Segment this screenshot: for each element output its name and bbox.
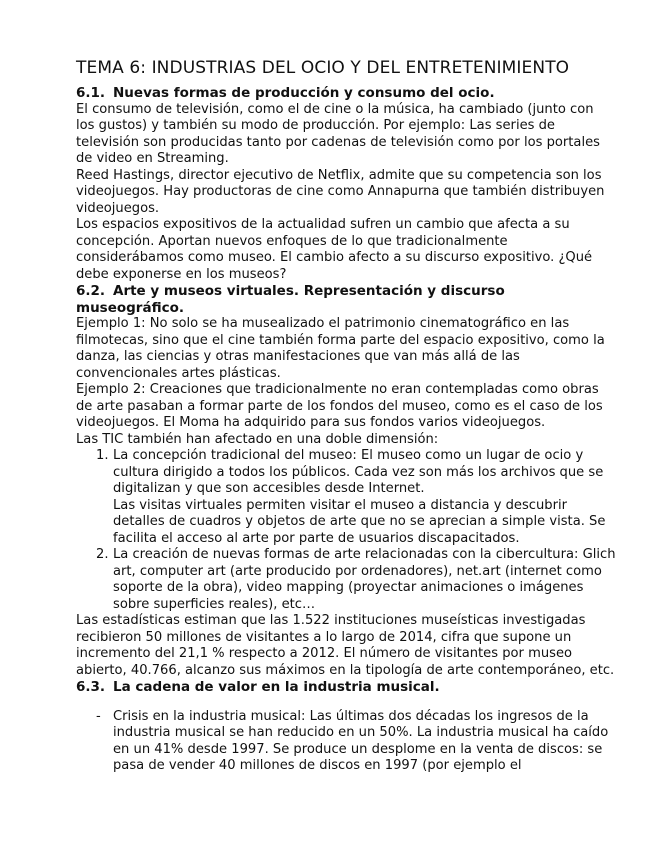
paragraph: Las estadísticas estiman que las 1.522 instituciones museísticas investigadas recibieron 50 millones de visitantes a lo largo de 2014, cifra que supone un incremento del 21,1 % respecto a 2012. El número de visitantes por museo abierto, 40.766, alcanzo sus máximos en la tipología de arte contemporáneo, etc. — [76, 613, 615, 678]
section-number: 6.2. — [76, 283, 106, 299]
paragraph: El consumo de televisión, como el de cine o la música, ha cambiado (junto con los gustos) y también su modo de producción. Por ejemplo: Las series de televisión son producidas tanto por cadenas de televisión como por los portales de video en Streaming. — [76, 101, 600, 166]
section-heading-6-3 — [76, 679, 616, 696]
paragraph: Las TIC también han afectado en una doble dimensión: — [76, 431, 439, 447]
document-page — [76, 58, 616, 788]
document-title: TEMA 6: INDUSTRIAS DEL OCIO Y DEL ENTRETENIMIENTO — [76, 58, 570, 78]
list-item-text: La creación de nuevas formas de arte relacionadas con la cibercultura: Glich art, computer art (arte producido por ordenadores), net.art (internet como soporte de la obra), video mapping (proyectar animaciones o imágenes sobre superficies reales), etc… — [113, 547, 616, 612]
list-item-text: Crisis en la industria musical: Las últimas dos décadas los ingresos de la industria musical se han reducido en un 50%. La industria musical ha caído en un 41% desde 1997. Se produce un desplome en la venta de discos: se pasa de vender 40 millones de discos en 1997 (por ejemplo el — [113, 708, 609, 774]
section-heading-text: Nuevas formas de producción y consumo del ocio. — [113, 85, 495, 101]
numbered-list — [76, 448, 616, 613]
list-marker: 1. — [96, 448, 109, 463]
section-heading-text: La cadena de valor en la industria musical. — [113, 679, 440, 695]
paragraph: Los espacios expositivos de la actualidad sufren un cambio que afecta a su concepción. Aportan nuevos enfoques de lo que tradicionalmente considerábamos como museo. El cambio afecto a su discurso expositivo. ¿Qué debe exponerse en los museos? — [76, 217, 593, 282]
section-heading-6-1 — [76, 85, 616, 102]
paragraph: Ejemplo 1: No solo se ha musealizado el patrimonio cinematográfico en las filmotecas, sino que el cine también forma parte del espacio expositivo, como la danza, las ciencias y otras manifestaciones que van más allá de las convencionales artes plásticas. — [76, 316, 605, 381]
section-number: 6.3. — [76, 679, 106, 695]
dash-list — [76, 709, 616, 775]
list-item — [76, 547, 616, 613]
list-marker: 2. — [96, 547, 109, 562]
paragraph: Ejemplo 2: Creaciones que tradicionalmente no eran contempladas como obras de arte pasaban a formar parte de los fondos del museo, como es el caso de los videojuegos. El Moma ha adquirido para sus fondos varios videojuegos. — [76, 382, 603, 430]
list-item-text: La concepción tradicional del museo: El museo como un lugar de ocio y cultura dirigido a todos los públicos. Cada vez son más los archivos que se digitalizan y que son accesibles desde Internet. — [113, 448, 604, 496]
list-marker: - — [96, 708, 101, 724]
section-number: 6.1. — [76, 85, 106, 101]
section-heading-6-2 — [76, 283, 616, 316]
list-item — [76, 709, 616, 775]
paragraph: Reed Hastings, director ejecutivo de Netflix, admite que su competencia son los videojuegos. Hay productoras de cine como Annapurna que también distribuyen videojuegos. — [76, 167, 605, 216]
list-item — [76, 448, 616, 547]
section-heading-text: Arte y museos virtuales. Representación y discurso museográfico. — [76, 283, 505, 316]
list-item-extra: Las visitas virtuales permiten visitar el museo a distancia y descubrir detalles de cuadros y objetos de arte que no se aprecian a simple vista. Se facilita el acceso al arte por parte de usuarios discapacitados. — [113, 497, 606, 546]
